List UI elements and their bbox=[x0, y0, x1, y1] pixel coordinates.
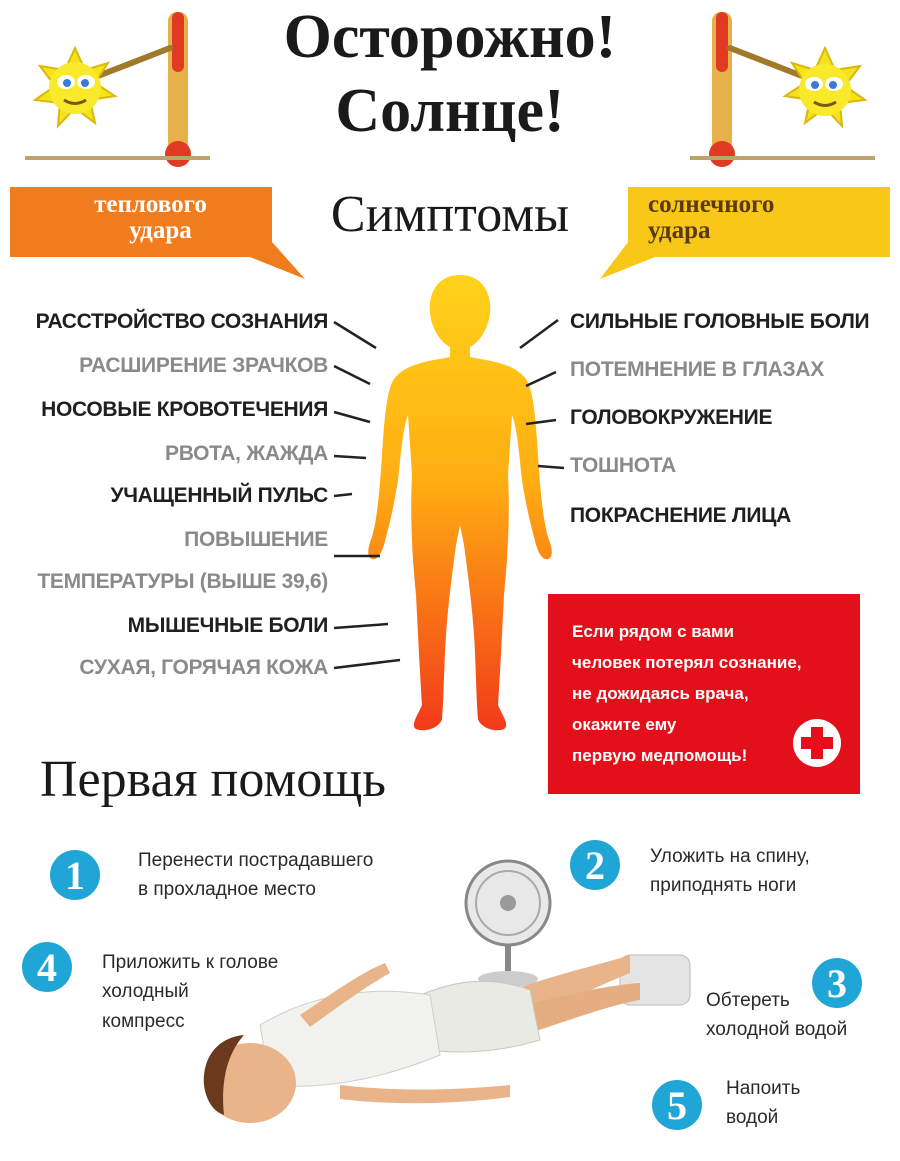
heat-symptom-fever-line2: ТЕМПЕРАТУРЫ (ВЫШЕ 39,6) bbox=[37, 570, 328, 593]
heat-symptom-vomiting-thirst: РВОТА, ЖАЖДА bbox=[165, 442, 328, 465]
step-2-text bbox=[650, 842, 810, 901]
step-1 bbox=[50, 850, 100, 900]
medical-cross-icon bbox=[792, 718, 842, 768]
heat-symptom-dry-hot-skin: СУХАЯ, ГОРЯЧАЯ КОЖА bbox=[79, 656, 328, 679]
step-3-line: Обтереть bbox=[706, 990, 790, 1011]
step-4-number: 4 bbox=[22, 942, 72, 992]
sun-symptom-face-redness: ПОКРАСНЕНИЕ ЛИЦА bbox=[570, 504, 792, 527]
step-1-line: Перенести пострадавшего bbox=[138, 850, 374, 871]
sun-symptom-headache: СИЛЬНЫЕ ГОЛОВНЫЕ БОЛИ bbox=[570, 310, 870, 333]
alert-line: Если рядом с вами bbox=[572, 622, 734, 641]
step-5-line: Напоить bbox=[726, 1078, 801, 1099]
first-aid-heading: Первая помощь bbox=[40, 751, 386, 808]
step-1-text bbox=[138, 846, 373, 905]
first-aid-alert-box bbox=[548, 594, 860, 794]
step-3-number: 3 bbox=[812, 958, 862, 1008]
sun-stroke-tag-line2: удара bbox=[648, 217, 711, 245]
heat-symptom-muscle-pain: МЫШЕЧНЫЕ БОЛИ bbox=[127, 614, 328, 637]
sun-stroke-tag-line1: солнечного bbox=[648, 191, 775, 218]
alert-line: первую медпомощь! bbox=[572, 746, 748, 765]
heat-symptom-rapid-pulse: УЧАЩЕННЫЙ ПУЛЬС bbox=[110, 484, 328, 507]
step-2 bbox=[570, 840, 620, 890]
page-title-line1: Осторожно! bbox=[283, 3, 617, 71]
heat-symptom-fever-line1: ПОВЫШЕНИЕ bbox=[184, 528, 328, 551]
heat-symptom-dilated-pupils: РАСШИРЕНИЕ ЗРАЧКОВ bbox=[79, 354, 328, 377]
heat-stroke-tag-line2: удара bbox=[129, 217, 192, 245]
step-4-line: Приложить к голове bbox=[102, 952, 279, 973]
alert-line: человек потерял сознание, bbox=[572, 653, 802, 672]
step-4-line: холодный bbox=[102, 981, 189, 1003]
step-2-line: Уложить на спину, bbox=[650, 846, 810, 867]
alert-text bbox=[572, 616, 802, 771]
fan-icon bbox=[466, 861, 550, 987]
step-3-text bbox=[706, 986, 847, 1045]
step-1-number: 1 bbox=[50, 850, 100, 900]
symptoms-heading: Симптомы bbox=[330, 186, 570, 243]
sun-symptom-dizziness: ГОЛОВОКРУЖЕНИЕ bbox=[570, 406, 773, 429]
step-2-line: приподнять ноги bbox=[650, 875, 797, 897]
step-5-line: водой bbox=[726, 1107, 779, 1129]
step-1-line: в прохладное место bbox=[138, 879, 316, 901]
step-4-text bbox=[102, 948, 278, 1036]
step-2-number: 2 bbox=[570, 840, 620, 890]
step-5-number: 5 bbox=[652, 1080, 702, 1130]
page-title-line2: Солнце! bbox=[335, 77, 565, 145]
step-4 bbox=[22, 942, 72, 992]
step-3-line: холодной водой bbox=[706, 1019, 848, 1041]
alert-line: окажите ему bbox=[572, 715, 677, 734]
step-5 bbox=[652, 1080, 702, 1130]
heat-symptom-nosebleeds: НОСОВЫЕ КРОВОТЕЧЕНИЯ bbox=[41, 398, 328, 421]
heat-stroke-tag-line1: теплового bbox=[94, 191, 207, 218]
heat-symptom-confusion: РАССТРОЙСТВО СОЗНАНИЯ bbox=[35, 310, 328, 333]
step-4-line: компресс bbox=[102, 1010, 185, 1032]
alert-line: не дожидаясь врача, bbox=[572, 684, 749, 703]
sun-symptom-blackout: ПОТЕМНЕНИЕ В ГЛАЗАХ bbox=[570, 358, 824, 381]
sun-symptom-nausea: ТОШНОТА bbox=[570, 454, 676, 477]
step-5-text bbox=[726, 1074, 800, 1133]
